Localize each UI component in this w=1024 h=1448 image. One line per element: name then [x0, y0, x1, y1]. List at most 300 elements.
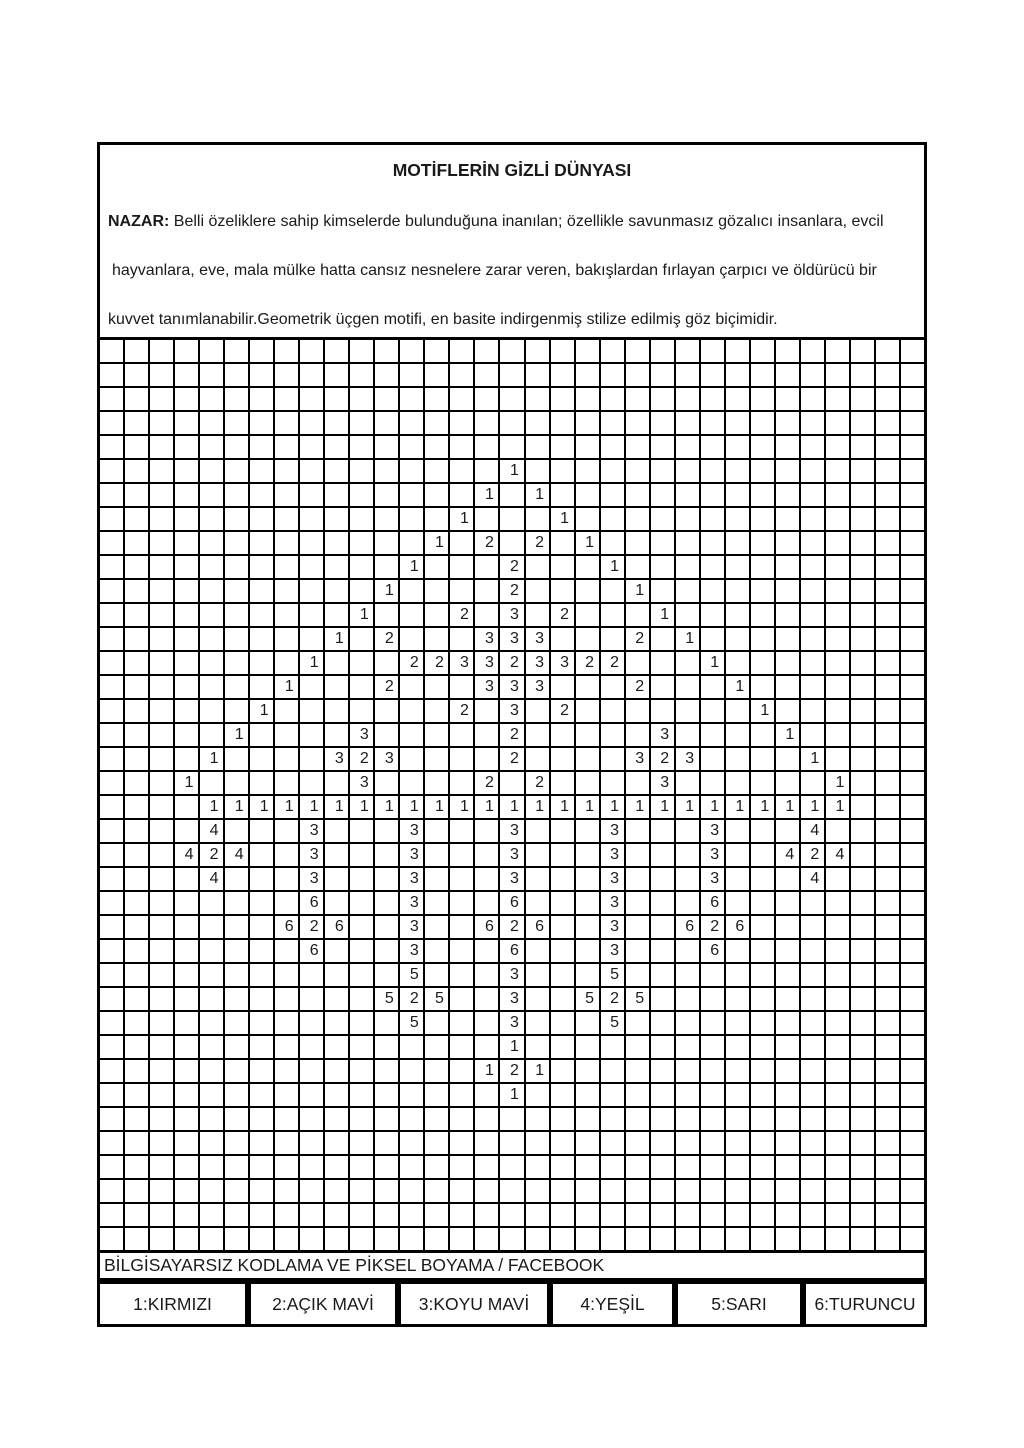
grid-cell: [450, 1060, 473, 1082]
grid-cell: [225, 604, 248, 626]
grid-cell: [851, 844, 874, 866]
grid-cell-value: 2: [626, 628, 649, 650]
grid-cell: [701, 988, 724, 1010]
grid-cell: [425, 1204, 448, 1226]
grid-cell: [676, 1012, 699, 1034]
grid-cell: [551, 988, 574, 1010]
grid-cell: [400, 628, 423, 650]
grid-cell: [801, 1060, 824, 1082]
grid-cell: [526, 412, 549, 434]
grid-cell: [275, 988, 298, 1010]
grid-cell: [801, 580, 824, 602]
grid-cell: [851, 892, 874, 914]
grid-cell: [375, 868, 398, 890]
grid-cell: [551, 1180, 574, 1202]
grid-cell: [776, 1132, 799, 1154]
grid-cell: [100, 700, 123, 722]
grid-cell-value: 1: [701, 652, 724, 674]
grid-cell: [776, 1060, 799, 1082]
grid-cell: [876, 1156, 899, 1178]
grid-cell: [450, 1036, 473, 1058]
grid-cell: [651, 988, 674, 1010]
grid-cell: [325, 844, 348, 866]
grid-cell-value: 2: [601, 652, 624, 674]
grid-cell: [826, 724, 849, 746]
grid-cell: [175, 964, 198, 986]
grid-cell-value: 2: [450, 700, 473, 722]
grid-cell: [801, 700, 824, 722]
grid-cell: [275, 1156, 298, 1178]
grid-cell: [801, 1228, 824, 1250]
grid-cell: [200, 1060, 223, 1082]
grid-cell: [450, 1204, 473, 1226]
grid-cell: [576, 1132, 599, 1154]
grid-cell: [526, 580, 549, 602]
grid-cell-value: 3: [651, 724, 674, 746]
grid-cell: [125, 436, 148, 458]
grid-cell: [851, 868, 874, 890]
grid-cell: [751, 820, 774, 842]
grid-cell: [150, 1108, 173, 1130]
grid-cell-value: 2: [375, 676, 398, 698]
grid-cell: [125, 532, 148, 554]
grid-cell: [701, 1084, 724, 1106]
grid-cell: [801, 652, 824, 674]
grid-cell: [776, 916, 799, 938]
grid-cell: [651, 556, 674, 578]
grid-cell-value: 4: [200, 868, 223, 890]
grid-cell: [726, 1060, 749, 1082]
grid-cell: [551, 964, 574, 986]
grid-cell: [325, 1132, 348, 1154]
grid-cell: [350, 1036, 373, 1058]
grid-cell: [901, 1084, 924, 1106]
grid-cell: [776, 436, 799, 458]
grid-cell-value: 5: [576, 988, 599, 1010]
grid-cell: [751, 1204, 774, 1226]
header-section: [97, 142, 927, 340]
grid-cell: [826, 364, 849, 386]
grid-cell: [826, 556, 849, 578]
grid-cell: [651, 1228, 674, 1250]
grid-cell: [475, 964, 498, 986]
grid-cell: [751, 1060, 774, 1082]
grid-cell: [100, 1180, 123, 1202]
grid-cell: [100, 772, 123, 794]
grid-cell-value: 2: [601, 988, 624, 1010]
grid-cell: [551, 940, 574, 962]
grid-cell: [200, 1180, 223, 1202]
grid-cell: [776, 580, 799, 602]
grid-cell: [100, 1084, 123, 1106]
grid-cell: [150, 556, 173, 578]
grid-cell: [601, 1228, 624, 1250]
grid-cell: [776, 412, 799, 434]
grid-cell: [125, 604, 148, 626]
grid-cell-value: 6: [526, 916, 549, 938]
grid-cell: [125, 388, 148, 410]
grid-cell: [125, 580, 148, 602]
grid-cell: [726, 1084, 749, 1106]
grid-cell: [125, 1204, 148, 1226]
grid-cell: [450, 868, 473, 890]
grid-cell: [576, 916, 599, 938]
grid-cell: [275, 1012, 298, 1034]
grid-cell: [551, 436, 574, 458]
grid-cell: [100, 1036, 123, 1058]
grid-cell: [225, 1180, 248, 1202]
grid-cell: [150, 988, 173, 1010]
grid-cell: [425, 628, 448, 650]
grid-cell: [425, 388, 448, 410]
grid-cell: [200, 1108, 223, 1130]
grid-cell: [826, 748, 849, 770]
grid-cell: [200, 460, 223, 482]
grid-cell: [350, 652, 373, 674]
grid-cell: [200, 892, 223, 914]
grid-cell: [676, 388, 699, 410]
grid-cell: [701, 676, 724, 698]
grid-cell: [475, 1228, 498, 1250]
grid-cell: [901, 1060, 924, 1082]
grid-cell: [350, 412, 373, 434]
grid-cell-value: 3: [400, 868, 423, 890]
grid-cell: [475, 1036, 498, 1058]
grid-cell-value: 2: [475, 532, 498, 554]
grid-cell: [701, 724, 724, 746]
grid-cell: [275, 1108, 298, 1130]
grid-cell: [526, 556, 549, 578]
grid-cell: [651, 964, 674, 986]
grid-cell: [576, 580, 599, 602]
grid-cell: [651, 1036, 674, 1058]
grid-cell-value: 3: [400, 844, 423, 866]
grid-cell: [100, 628, 123, 650]
grid-cell: [400, 532, 423, 554]
grid-cell: [526, 724, 549, 746]
grid-cell: [901, 1132, 924, 1154]
grid-cell: [626, 1228, 649, 1250]
grid-cell: [676, 1036, 699, 1058]
grid-cell: [651, 892, 674, 914]
grid-cell: [726, 1156, 749, 1178]
grid-cell: [200, 676, 223, 698]
grid-cell: [350, 820, 373, 842]
grid-cell: [475, 724, 498, 746]
grid-cell: [751, 1132, 774, 1154]
grid-cell: [901, 988, 924, 1010]
grid-cell: [876, 508, 899, 530]
grid-cell: [100, 1012, 123, 1034]
grid-cell-value: 3: [601, 916, 624, 938]
grid-cell: [701, 532, 724, 554]
grid-cell: [851, 340, 874, 362]
grid-cell: [100, 604, 123, 626]
grid-cell: [576, 676, 599, 698]
grid-cell: [175, 796, 198, 818]
grid-cell: [801, 484, 824, 506]
grid-cell: [150, 604, 173, 626]
grid-cell: [726, 1204, 749, 1226]
grid-cell: [400, 580, 423, 602]
grid-cell: [601, 436, 624, 458]
grid-cell: [300, 436, 323, 458]
grid-cell-value: 3: [626, 748, 649, 770]
paragraph-line-1: [108, 197, 916, 246]
grid-cell: [551, 580, 574, 602]
grid-cell: [225, 940, 248, 962]
grid-cell: [425, 820, 448, 842]
grid-cell: [701, 484, 724, 506]
grid-cell-value: 3: [475, 652, 498, 674]
grid-cell: [375, 460, 398, 482]
grid-cell: [300, 460, 323, 482]
grid-cell: [526, 940, 549, 962]
grid-cell: [551, 460, 574, 482]
grid-cell: [751, 604, 774, 626]
grid-cell: [100, 484, 123, 506]
grid-cell: [150, 940, 173, 962]
grid-cell: [826, 532, 849, 554]
grid-cell: [626, 460, 649, 482]
grid-cell: [576, 1228, 599, 1250]
grid-cell-value: 2: [425, 652, 448, 674]
grid-cell: [551, 412, 574, 434]
grid-cell: [776, 964, 799, 986]
grid-cell: [776, 388, 799, 410]
grid-cell: [300, 1036, 323, 1058]
grid-cell: [175, 1180, 198, 1202]
grid-cell: [801, 412, 824, 434]
grid-cell: [551, 820, 574, 842]
grid-cell-value: 1: [200, 796, 223, 818]
grid-cell: [100, 916, 123, 938]
grid-cell: [751, 556, 774, 578]
grid-cell: [475, 988, 498, 1010]
grid-cell: [876, 964, 899, 986]
grid-cell: [175, 1228, 198, 1250]
grid-cell-value: 3: [601, 844, 624, 866]
grid-cell: [375, 1228, 398, 1250]
grid-cell: [726, 820, 749, 842]
grid-cell: [626, 1060, 649, 1082]
grid-cell: [350, 1204, 373, 1226]
grid-cell: [676, 1156, 699, 1178]
grid-cell: [876, 916, 899, 938]
grid-cell: [676, 604, 699, 626]
grid-cell: [175, 1036, 198, 1058]
grid-cell-value: 5: [400, 1012, 423, 1034]
grid-cell: [651, 1012, 674, 1034]
grid-cell: [275, 604, 298, 626]
grid-cell: [175, 1012, 198, 1034]
grid-cell: [526, 892, 549, 914]
grid-cell: [901, 964, 924, 986]
grid-cell-value: 2: [500, 580, 523, 602]
grid-cell-value: 3: [601, 892, 624, 914]
grid-cell: [676, 676, 699, 698]
grid-cell: [876, 772, 899, 794]
grid-cell: [375, 1036, 398, 1058]
grid-cell: [125, 1180, 148, 1202]
grid-cell: [651, 1132, 674, 1154]
grid-cell: [400, 364, 423, 386]
grid-cell: [225, 868, 248, 890]
grid-cell-value: 1: [651, 604, 674, 626]
grid-cell: [225, 484, 248, 506]
grid-cell: [801, 676, 824, 698]
grid-cell: [851, 364, 874, 386]
grid-cell: [100, 940, 123, 962]
grid-cell: [776, 1108, 799, 1130]
grid-cell: [801, 460, 824, 482]
grid-cell: [676, 340, 699, 362]
grid-cell: [751, 1012, 774, 1034]
grid-cell: [225, 580, 248, 602]
grid-cell: [876, 700, 899, 722]
grid-cell: [676, 964, 699, 986]
grid-cell: [576, 868, 599, 890]
grid-cell-value: 1: [601, 556, 624, 578]
grid-cell-value: 1: [526, 1060, 549, 1082]
grid-cell-value: 1: [551, 508, 574, 530]
grid-cell-value: 3: [500, 988, 523, 1010]
grid-cell: [175, 532, 198, 554]
grid-cell: [851, 988, 874, 1010]
grid-cell-value: 2: [500, 916, 523, 938]
grid-cell: [701, 604, 724, 626]
grid-cell: [300, 412, 323, 434]
grid-cell: [250, 964, 273, 986]
grid-cell: [551, 1132, 574, 1154]
grid-cell: [751, 484, 774, 506]
grid-cell-value: 1: [500, 796, 523, 818]
grid-cell: [400, 388, 423, 410]
grid-cell: [350, 532, 373, 554]
grid-cell: [375, 508, 398, 530]
grid-cell: [200, 964, 223, 986]
grid-cell: [651, 700, 674, 722]
grid-cell: [651, 532, 674, 554]
grid-cell: [375, 1132, 398, 1154]
grid-cell: [676, 364, 699, 386]
grid-cell-value: 6: [701, 940, 724, 962]
grid-cell: [125, 340, 148, 362]
grid-cell: [876, 820, 899, 842]
grid-cell: [100, 964, 123, 986]
grid-cell: [125, 1012, 148, 1034]
grid-cell: [576, 412, 599, 434]
grid-cell: [626, 364, 649, 386]
grid-cell: [475, 1156, 498, 1178]
grid-cell: [150, 652, 173, 674]
grid-cell: [350, 940, 373, 962]
grid-cell: [350, 1060, 373, 1082]
grid-cell: [375, 1060, 398, 1082]
grid-cell: [851, 436, 874, 458]
grid-cell-value: 2: [801, 844, 824, 866]
grid-cell: [325, 532, 348, 554]
grid-cell: [626, 844, 649, 866]
grid-cell: [175, 412, 198, 434]
grid-cell: [400, 700, 423, 722]
grid-cell: [651, 1084, 674, 1106]
grid-cell: [400, 484, 423, 506]
grid-cell: [651, 1108, 674, 1130]
grid-cell: [801, 508, 824, 530]
grid-cell: [275, 940, 298, 962]
grid-cell: [400, 1204, 423, 1226]
grid-cell: [400, 772, 423, 794]
grid-cell: [275, 340, 298, 362]
grid-cell: [325, 724, 348, 746]
grid-cell: [526, 1036, 549, 1058]
grid-cell: [776, 1084, 799, 1106]
grid-cell: [150, 916, 173, 938]
grid-cell: [375, 844, 398, 866]
grid-cell: [701, 1180, 724, 1202]
grid-cell: [901, 1036, 924, 1058]
grid-cell: [250, 652, 273, 674]
grid-cell: [125, 820, 148, 842]
grid-cell: [901, 748, 924, 770]
grid-cell: [826, 484, 849, 506]
grid-cell: [726, 460, 749, 482]
grid-cell-value: 4: [826, 844, 849, 866]
grid-cell-value: 3: [500, 604, 523, 626]
grid-cell: [576, 940, 599, 962]
grid-cell-value: 1: [450, 796, 473, 818]
grid-cell-value: 3: [400, 892, 423, 914]
grid-cell: [375, 700, 398, 722]
grid-cell: [826, 940, 849, 962]
grid-cell: [225, 364, 248, 386]
grid-cell: [776, 772, 799, 794]
grid-cell: [801, 556, 824, 578]
grid-cell: [450, 628, 473, 650]
grid-cell: [851, 700, 874, 722]
grid-cell: [175, 604, 198, 626]
grid-cell-value: 1: [225, 796, 248, 818]
grid-cell-value: 1: [576, 796, 599, 818]
grid-cell: [375, 724, 398, 746]
grid-cell-value: 3: [701, 844, 724, 866]
grid-cell: [275, 652, 298, 674]
grid-cell: [250, 940, 273, 962]
grid-cell: [175, 340, 198, 362]
grid-cell: [801, 364, 824, 386]
grid-cell: [175, 1204, 198, 1226]
grid-cell: [601, 1108, 624, 1130]
grid-cell: [726, 700, 749, 722]
grid-cell: [450, 1108, 473, 1130]
grid-cell: [150, 1156, 173, 1178]
grid-cell: [576, 892, 599, 914]
grid-cell: [551, 1084, 574, 1106]
grid-cell: [676, 820, 699, 842]
grid-cell: [701, 1108, 724, 1130]
grid-cell: [576, 724, 599, 746]
legend-item-3: 3:KOYU MAVİ: [398, 1281, 550, 1327]
grid-cell: [375, 532, 398, 554]
grid-cell: [876, 748, 899, 770]
grid-cell: [200, 604, 223, 626]
grid-cell: [200, 508, 223, 530]
grid-cell: [701, 412, 724, 434]
grid-cell: [150, 1060, 173, 1082]
grid-cell: [475, 604, 498, 626]
grid-cell: [100, 364, 123, 386]
